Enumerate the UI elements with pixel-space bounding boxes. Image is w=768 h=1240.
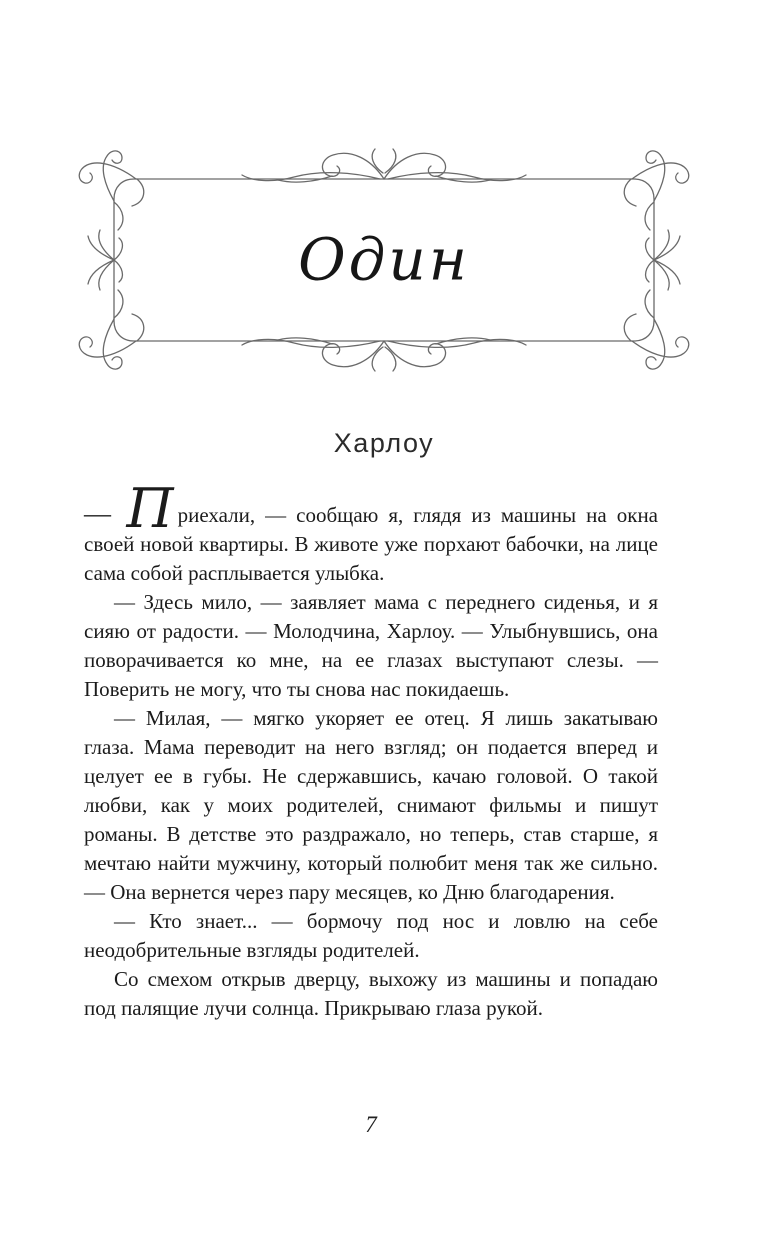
paragraph: — Здесь мило, — заявляет мама с переднего сиденья, и я сияю от радости. — Молодчина, Харлоу. — Улыбнувшись, она поворачивается ко мне, на ее глазах выступают слезы. — Поверить не могу, что ты снова нас покидаешь. [84, 590, 658, 701]
paragraph: Со смехом открыв дверцу, выхожу из машины и попадаю под палящие лучи солнца. Прикрываю глаза рукой. [84, 967, 658, 1020]
character-name-heading: Харлоу [333, 428, 435, 458]
page-number: 7 [365, 1112, 377, 1137]
drop-cap-initial: П [126, 477, 176, 540]
body-text [84, 477, 658, 1023]
chapter-ornament-frame [74, 146, 694, 378]
paragraph-text: риехали, — сообщаю я, глядя из машины на окна своей новой квартиры. В животе уже порхают бабочки, на лице сама собой расплывается улыбка. [84, 503, 658, 585]
paragraph: — Кто знает... — бормочу под нос и ловлю на себе неодобрительные взгляды родителей. [84, 909, 658, 962]
paragraph: — Милая, — мягко укоряет ее отец. Я лишь закатываю глаза. Мама переводит на него взгляд; он подается вперед и целует ее в губы. Не сдержавшись, качаю головой. О такой любви, как у моих родителей, снимают фильмы и пишут романы. В детстве это раздражало, но теперь, став старше, я мечтаю найти мужчину, который полюбит меня так же сильно. — Она вернется через пару месяцев, ко Дню благодарения. [84, 706, 658, 904]
dialogue-dash: — [84, 498, 127, 528]
chapter-title: Один [298, 225, 470, 294]
paragraph [84, 477, 658, 588]
